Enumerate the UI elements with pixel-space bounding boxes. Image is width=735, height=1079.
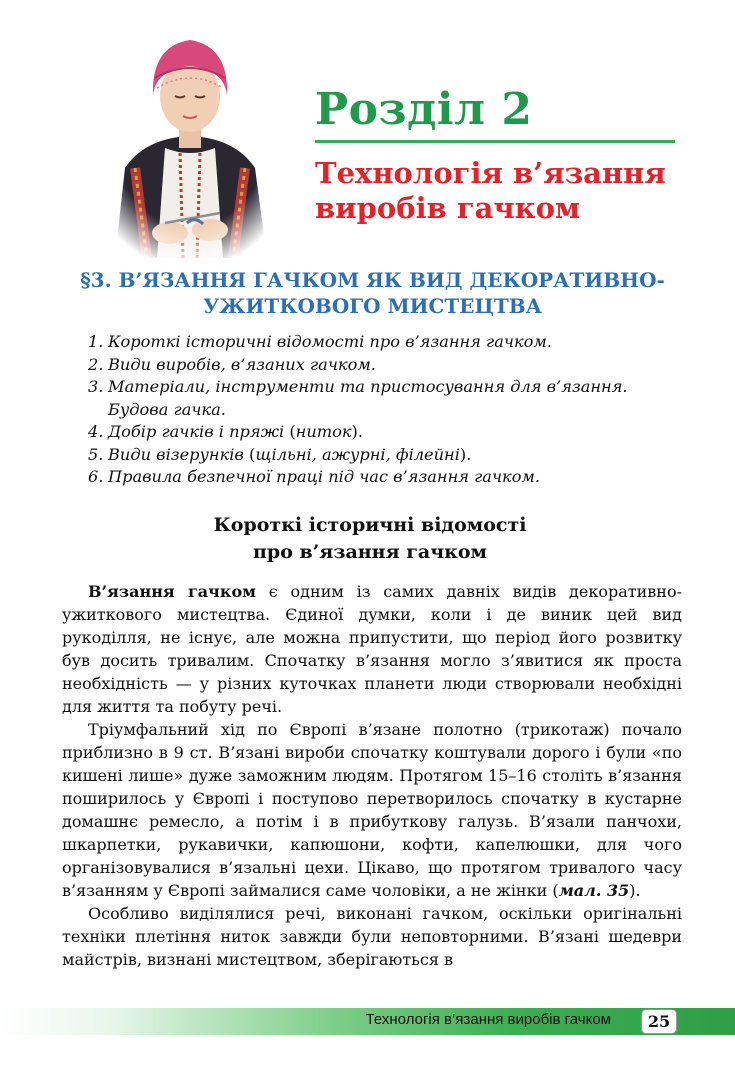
outline-item-text: Будова гачка.: [108, 399, 226, 419]
outline-item: [88, 331, 708, 354]
subsection-title-line: про в’язання гачком: [253, 541, 487, 563]
paragraph-text: є одним із самих давніх видів декоративно-ужиткового мистецтва. Єдиної думки, коли і де виник цей вид рукоділля, не існує, але можна припустити, що період його розвитку був досить тривалим. Спочатку в’язання могло з’явитися як проста необхідність — у різних куточках планети люди створювали необхідні для життя та побуту речі.: [62, 582, 683, 716]
outline-item-number: 2.: [88, 354, 104, 374]
paragraph: [62, 718, 682, 902]
paragraph-text: ).: [629, 881, 641, 900]
outline-item-number: 1.: [88, 332, 104, 351]
outline-item: [88, 376, 708, 399]
outline-item-text: ниток: [295, 422, 352, 441]
chapter-title: Розділ 2: [315, 84, 533, 135]
chapter-divider: [315, 140, 675, 143]
figure-reference: мал. 35: [558, 881, 630, 900]
chapter-subtitle: Технологія в’язання виробів гачком: [315, 156, 666, 225]
paragraph: [62, 580, 682, 718]
paragraph-text: Тріумфальний хід по Європі в’язане полотно (трикотаж) почало приблизно в 9 ст. В’язані вироби спочатку коштували дорого і були «по кишені лише» дуже заможним людям. Протягом 15–16 століть в’язання поширилось у Європі і поступово перетворилось спочатку в кустарне домашнє ремесло, а потім і в прибуткову галузь. В’язали панчохи, шкарпетки, рукавички, капюшони, кофти, капелюшки, для чого організовувалися в’язальні цехи. Цікаво, що протягом тривалого часу в’язанням у Європі займалися саме чоловіки, а не жінки (: [62, 720, 682, 900]
outline-item-number: 3.: [88, 377, 104, 396]
outline-item-text: щільні, ажурні, філейні: [255, 444, 460, 464]
outline-item: [88, 466, 708, 489]
chapter-photo: [95, 18, 285, 258]
page-number: 25: [641, 1009, 677, 1034]
body-text: [62, 580, 682, 971]
paragraph: [62, 902, 682, 971]
outline-item-paren: ).: [459, 444, 472, 464]
running-title: Технологія в’язання виробів гачком: [365, 1011, 611, 1028]
outline-item: [88, 444, 708, 467]
subsection-title-line: Короткі історичні відомості: [213, 514, 527, 536]
outline-item-paren: (: [249, 444, 256, 464]
outline-item-paren: (: [289, 422, 296, 441]
outline-item: [88, 421, 708, 444]
outline-item-text: Правила безпечної праці під час в’язання гачком.: [108, 467, 541, 486]
outline-item-number: 5.: [88, 444, 104, 464]
outline-item-text: Види візерунків: [108, 444, 249, 464]
lesson-outline: [88, 331, 708, 489]
section-title: §3. В’ЯЗАННЯ ГАЧКОМ ЯК ВИД ДЕКОРАТИВНО-УЖИТКОВОГО МИСТЕЦТВА: [80, 268, 665, 318]
outline-item-number: 4.: [88, 422, 104, 441]
outline-item: [88, 399, 708, 422]
outline-item-text: Добір гачків і пряжі: [108, 422, 290, 441]
term-bold: В’язання гачком: [88, 582, 257, 601]
outline-item-text: Види виробів, в’язаних гачком.: [108, 354, 376, 374]
outline-item: [88, 354, 708, 377]
outline-item-text: Матеріали, інструменти та пристосування для в’язання.: [108, 377, 628, 396]
outline-item-paren: ).: [351, 422, 363, 441]
outline-item-text: Короткі історичні відомості про в’язання гачком.: [108, 332, 552, 351]
outline-item-number: 6.: [88, 467, 104, 486]
paragraph-text: Особливо виділялися речі, виконані гачком, оскільки оригінальні техніки плетіння ниток завжди були неповторними. В’язані шедеври майстрів, визнані мистецтвом, зберігаються в: [62, 904, 682, 969]
subsection-title: [140, 512, 600, 566]
